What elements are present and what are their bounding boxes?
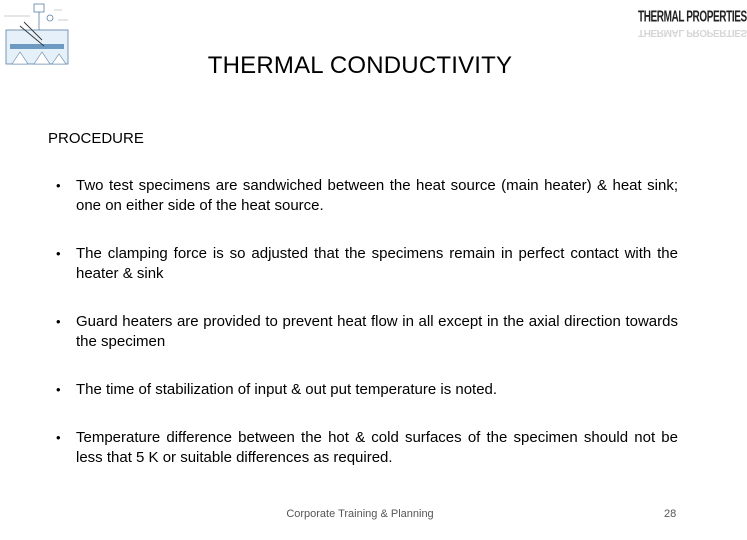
bullet-text: Temperature difference between the hot & cold surfaces of the specimen should not be less that 5 K or suitable differences as required. — [76, 429, 678, 466]
procedure-list — [48, 176, 678, 496]
bullet-icon: • — [56, 382, 61, 397]
thermal-properties-logo — [638, 8, 747, 42]
list-item — [48, 428, 678, 468]
bullet-icon: • — [56, 430, 61, 445]
bullet-text: The clamping force is so adjusted that the specimens remain in perfect contact with the heater & sink — [76, 245, 678, 282]
list-item — [48, 244, 678, 284]
logo-text: THERMAL PROPERTIES — [638, 8, 747, 27]
bullet-icon: • — [56, 178, 61, 193]
logo-reflection: THERMAL PROPERTIES — [638, 27, 747, 38]
bullet-text: The time of stabilization of input & out put temperature is noted. — [76, 381, 498, 398]
list-item — [48, 380, 678, 400]
section-label: PROCEDURE — [48, 130, 144, 147]
page-number: 28 — [664, 508, 677, 520]
bullet-icon: • — [56, 314, 61, 329]
list-item — [48, 176, 678, 216]
bullet-text: Two test specimens are sandwiched between the heat source (main heater) & heat sink; one on either side of the heat source. — [76, 177, 678, 214]
slide-title: THERMAL CONDUCTIVITY — [207, 52, 513, 79]
bullet-icon: • — [56, 246, 61, 261]
footer-text: Corporate Training & Planning — [286, 508, 434, 520]
bullet-text: Guard heaters are provided to prevent heat flow in all except in the axial direction towards the specimen — [76, 313, 678, 350]
list-item — [48, 312, 678, 352]
